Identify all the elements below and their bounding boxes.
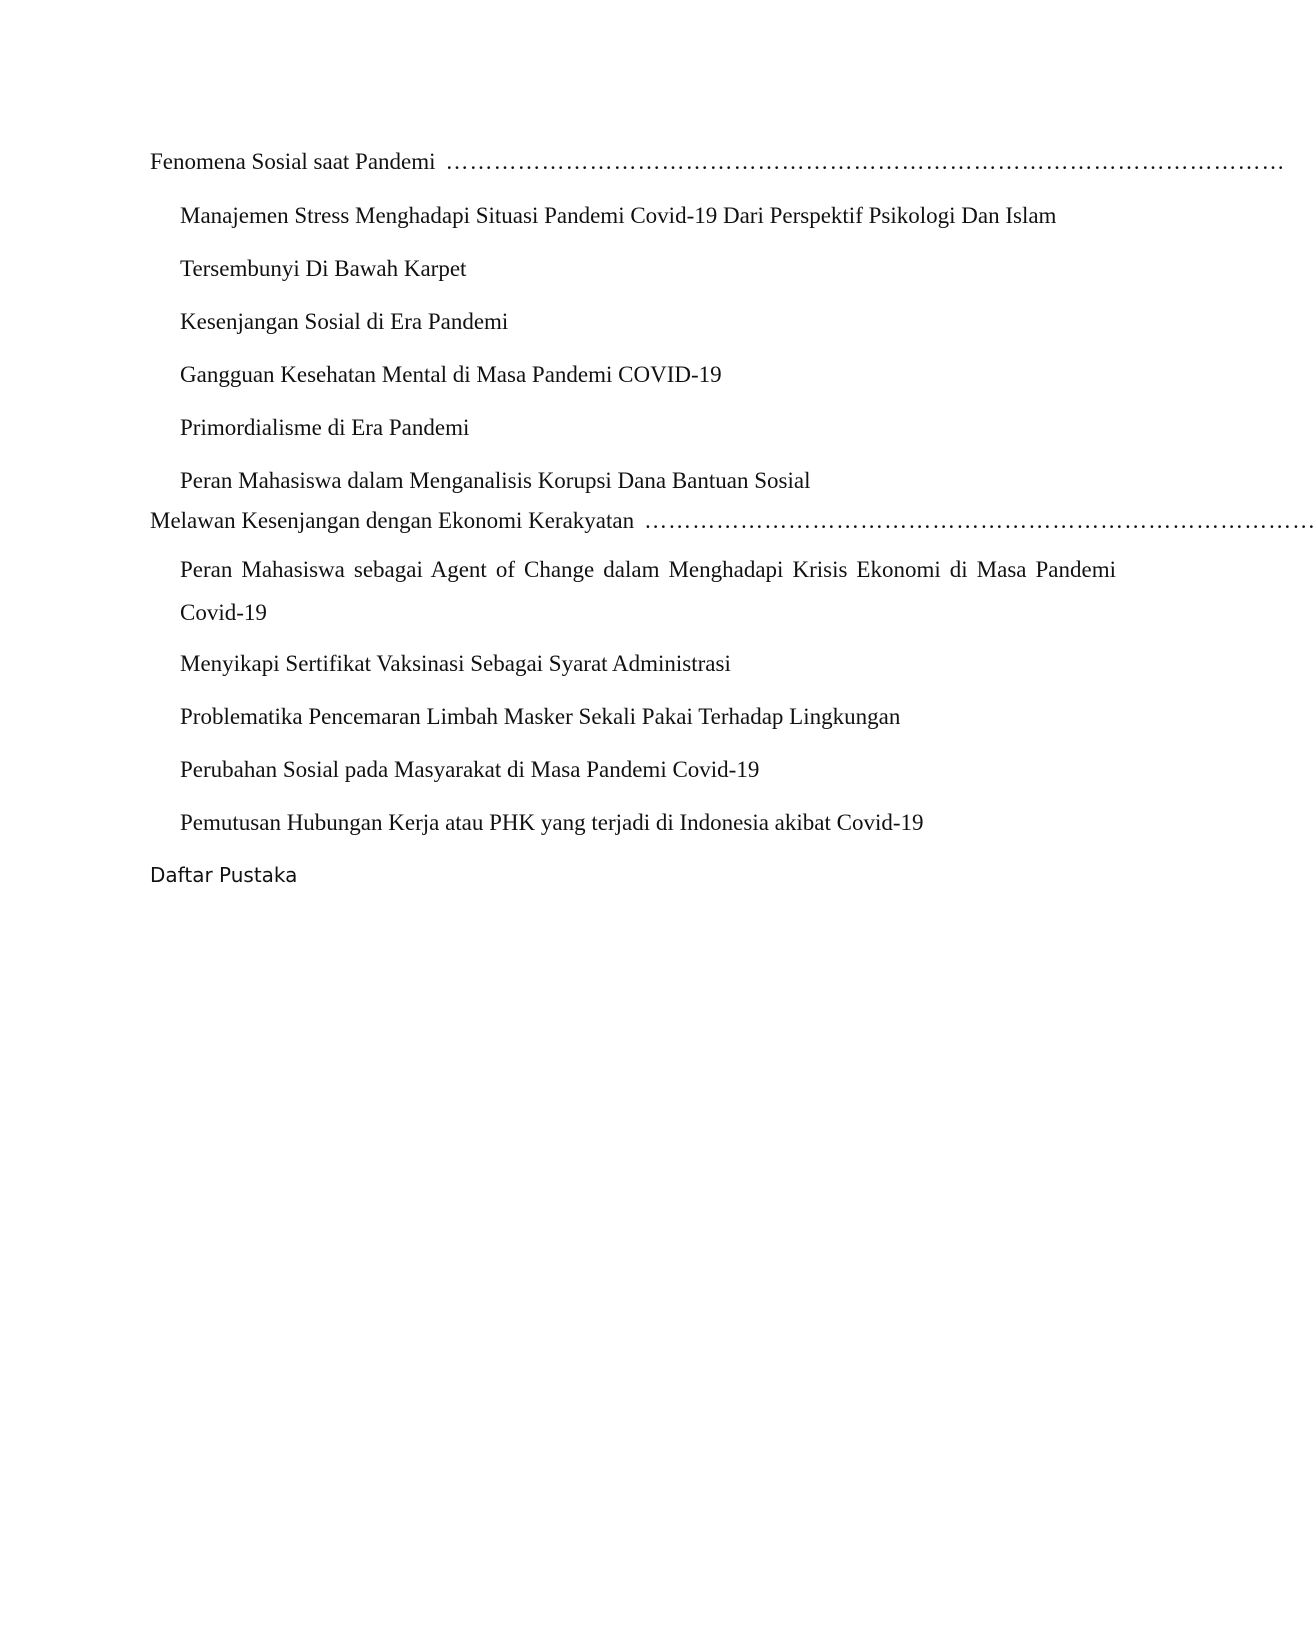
table-of-contents bbox=[150, 147, 1316, 890]
toc-entry[interactable]: Manajemen Stress Menghadapi Situasi Pandemi Covid-19 Dari Perspektif Psikologi Dan Islam bbox=[180, 203, 1057, 228]
toc-entry[interactable]: Kesenjangan Sosial di Era Pandemi bbox=[180, 309, 509, 334]
toc-entry[interactable]: Peran Mahasiswa dalam Menganalisis Korupsi Dana Bantuan Sosial bbox=[180, 468, 811, 493]
toc-dot-leader: ………………………………………………………………………… bbox=[644, 508, 1316, 533]
toc-entry-list bbox=[150, 201, 1116, 496]
toc-entry[interactable]: Perubahan Sosial pada Masyarakat di Masa Pandemi Covid-19 bbox=[180, 757, 760, 782]
toc-entry-list bbox=[150, 548, 1116, 838]
toc-entry[interactable]: Problematika Pencemaran Limbah Masker Sekali Pakai Terhadap Lingkungan bbox=[180, 704, 901, 729]
toc-entry[interactable]: Menyikapi Sertifikat Vaksinasi Sebagai Syarat Administrasi bbox=[180, 651, 731, 676]
toc-section-title: Fenomena Sosial saat Pandemi bbox=[150, 149, 436, 174]
toc-section-ekonomi-kerakyatan[interactable] bbox=[150, 506, 1316, 536]
toc-entry[interactable]: Primordialisme di Era Pandemi bbox=[180, 415, 470, 440]
toc-section-fenomena-sosial[interactable] bbox=[150, 147, 1286, 177]
toc-entry[interactable]: Peran Mahasiswa sebagai Agent of Change dalam Menghadapi Krisis Ekonomi di Masa Pandemi Covid-19 bbox=[180, 557, 1116, 625]
toc-entry[interactable]: Gangguan Kesehatan Mental di Masa Pandemi COVID-19 bbox=[180, 362, 722, 387]
toc-dot-leader: …………………………………………………………………………………………… bbox=[445, 149, 1286, 174]
toc-references-entry[interactable]: Daftar Pustaka bbox=[150, 863, 298, 887]
toc-entry[interactable]: Pemutusan Hubungan Kerja atau PHK yang terjadi di Indonesia akibat Covid-19 bbox=[180, 810, 924, 835]
toc-entry[interactable]: Tersembunyi Di Bawah Karpet bbox=[180, 256, 467, 281]
toc-section-title: Melawan Kesenjangan dengan Ekonomi Kerakyatan bbox=[150, 508, 635, 533]
